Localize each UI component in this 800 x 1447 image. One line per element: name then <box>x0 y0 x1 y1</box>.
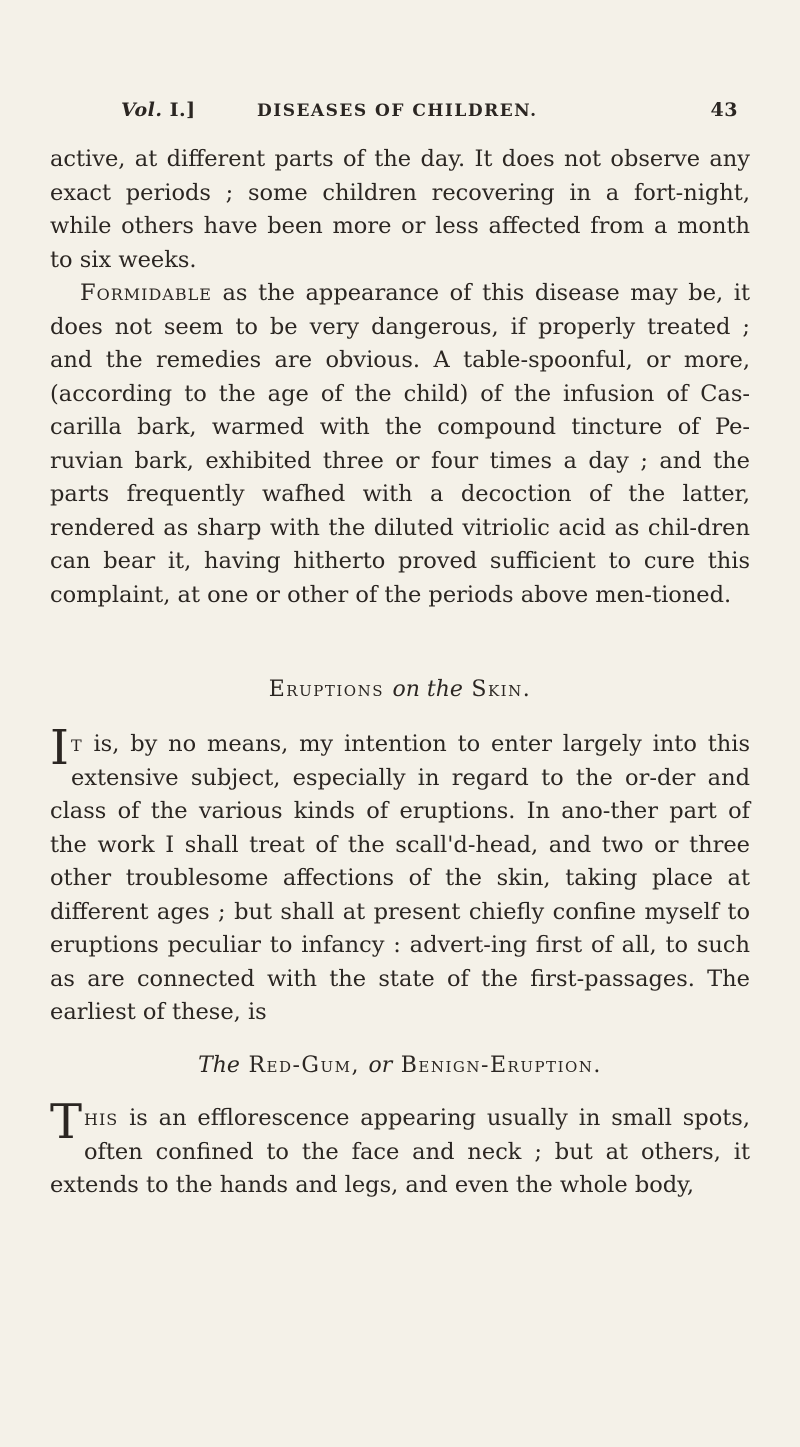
paragraph-red-gum: This is an efflorescence appearing usually in small spots, often confined to the face and neck ; but at others, it extends to the hands and legs, and even the whole body, <box>50 1094 750 1198</box>
volume-label: Vol. I.] <box>121 99 196 121</box>
text-block-3 <box>50 1094 750 1203</box>
running-header <box>121 99 738 139</box>
section-heading-red-gum: The Red-Gum, or Benign-Eruption. <box>198 1053 602 1078</box>
paragraph-eruptions: It is, by no means, my intention to enter largely into this extensive subject, especially in regard to the or-der and class of the various kinds of eruptions. In ano-ther part of the work I shall treat of the scall'd-head, and two or three other troublesome affections of the skin, taking place at different ages ; but shall at present chiefly confine myself to eruptions peculiar to infancy : advert-ing first of all, to such as are connected with the state of the first-passages. The earliest of these, is <box>50 720 750 1025</box>
paragraph-continuation: active, at different parts of the day. It does not observe any exact periods ; some children recovering in a fort-night, while others have been more or less affected from a month to six weeks. <box>50 146 750 273</box>
drop-cap-t: T <box>50 1094 83 1150</box>
page-number: 43 <box>710 99 738 121</box>
text-block-2 <box>50 720 750 1030</box>
section-heading-eruptions: Eruptions on the Skin. <box>268 677 532 702</box>
text-block-1 <box>50 143 750 612</box>
paragraph-formidable: Formidable as the appearance of this disease may be, it does not seem to be very dangerous, if properly treated ; and the remedies are obvious. A table-spoonful, or more, (according to the age of the child) of the infusion of Cas-carilla bark, warmed with the compound tincture of Pe-ruvian bark, exhibited three or four times a day ; and the parts frequently wafhed with a decoction of the latter, rendered as sharp with the diluted vitriolic acid as chil-dren can bear it, having hitherto proved sufficient to cure this complaint, at one or other of the periods above men-tioned. <box>50 280 750 608</box>
drop-cap-i: I <box>50 720 69 776</box>
running-title: DISEASES OF CHILDREN. <box>257 101 538 121</box>
